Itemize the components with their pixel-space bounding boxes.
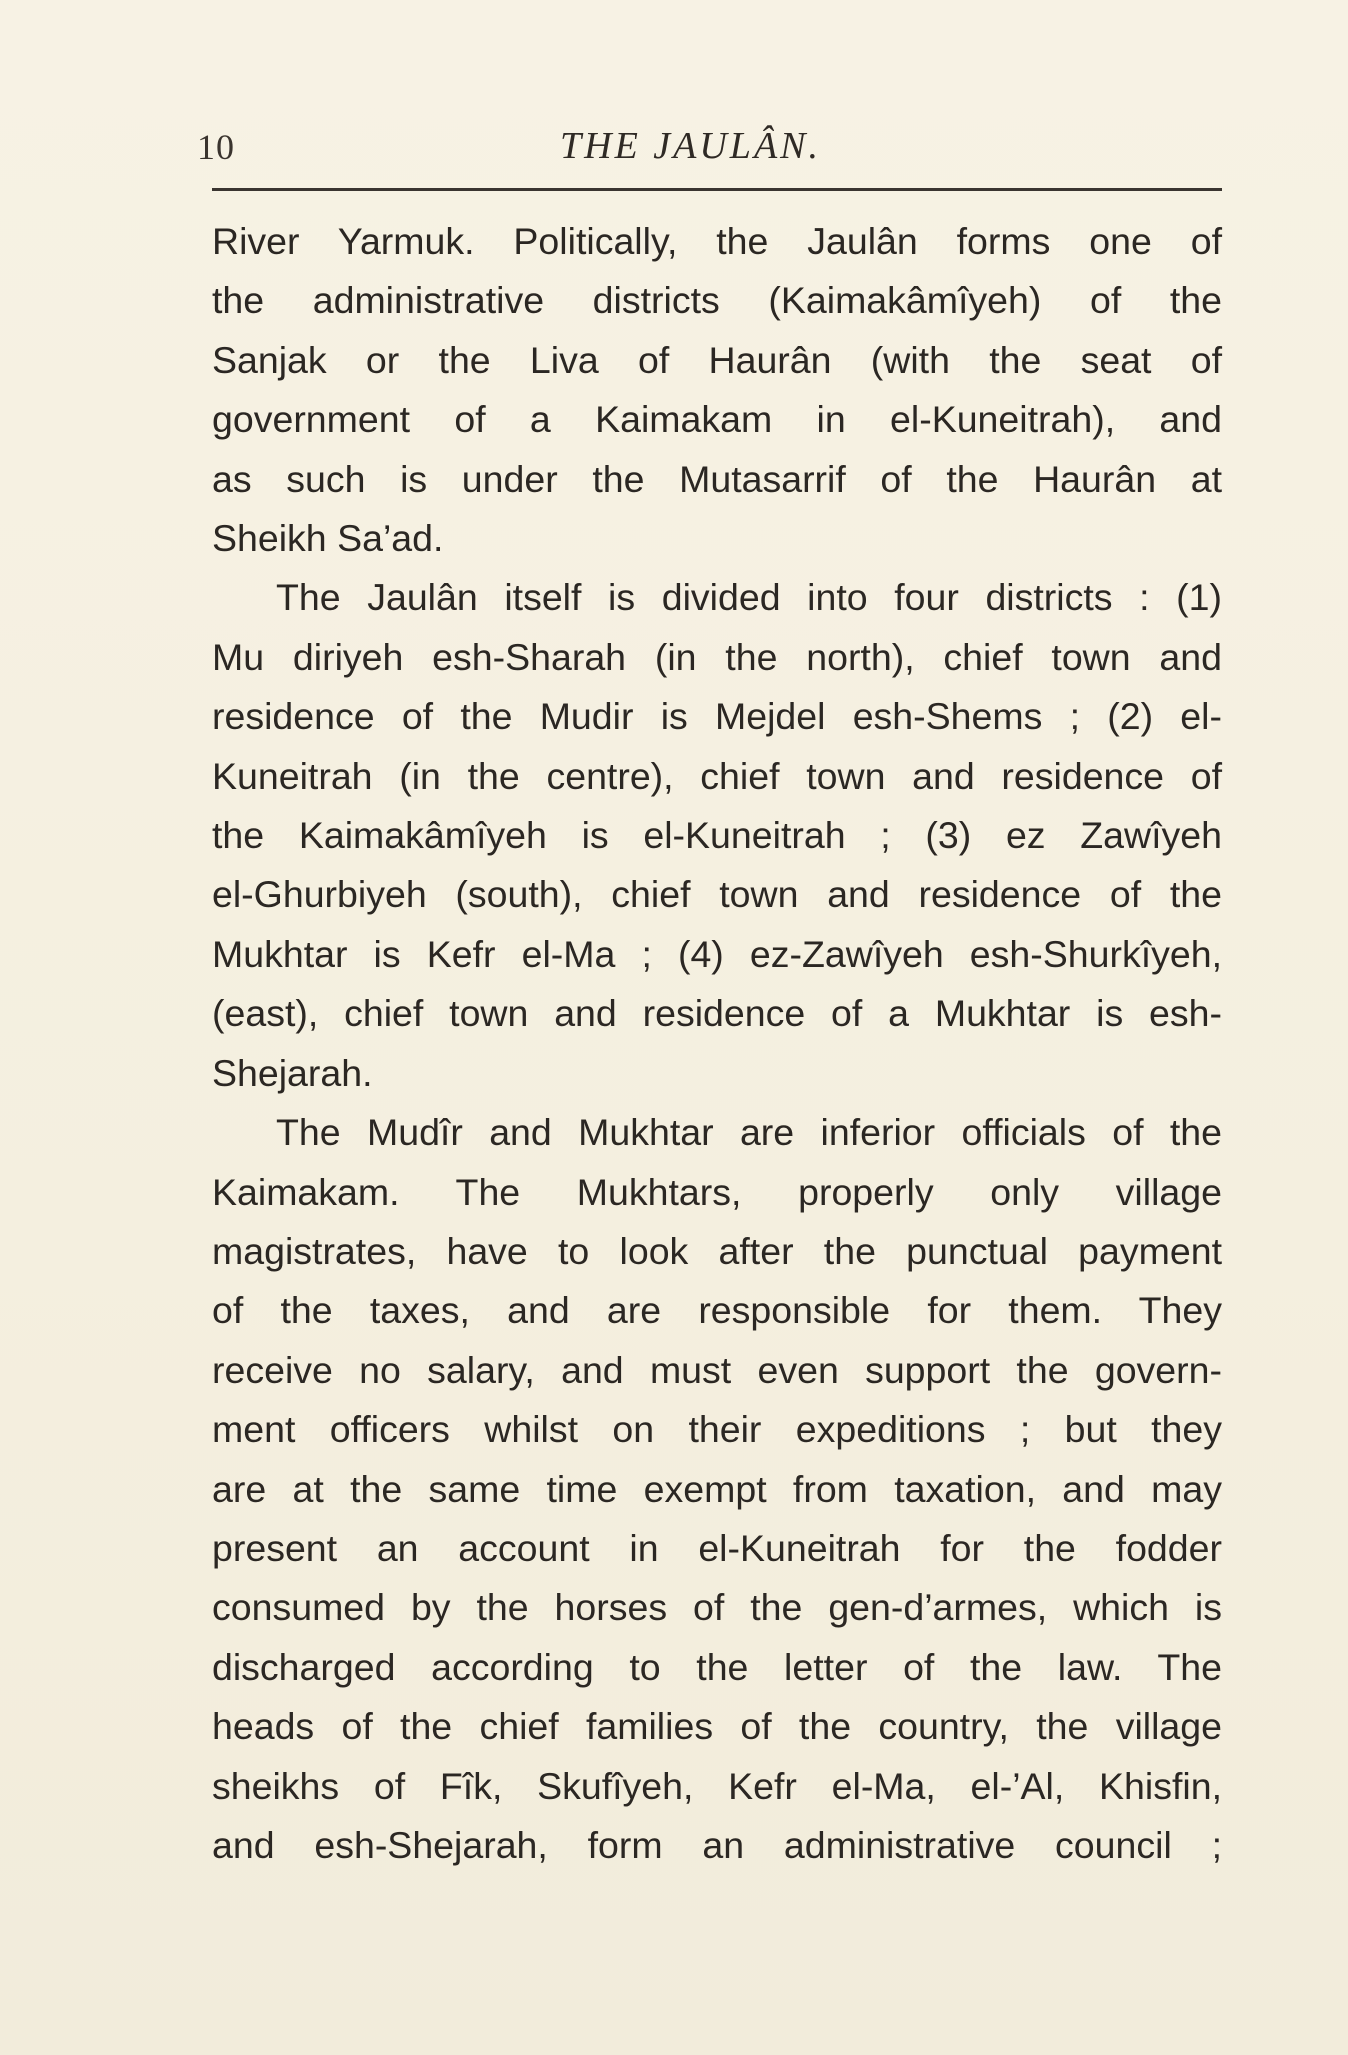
text-line: Kaimakam. The Mukhtars, properly only village [212,1170,1222,1213]
text-line: Mukhtar is Kefr el-Ma ; (4) ez-Zawîyeh esh-Shurkîyeh, [212,932,1222,975]
text-line: receive no salary, and must even support the govern- [212,1348,1222,1391]
header-rule [212,188,1222,191]
text-line: the Kaimakâmîyeh is el-Kuneitrah ; (3) ez Zawîyeh [212,814,1222,857]
text-line: (east), chief town and residence of a Mukhtar is esh- [212,992,1222,1035]
text-line: are at the same time exempt from taxation, and may [212,1467,1222,1510]
text-line: Sheikh Sa’ad. [212,517,444,560]
text-line: River Yarmuk. Politically, the Jaulân forms one of [212,220,1222,262]
text-line: Kuneitrah (in the centre), chief town and residence of [212,754,1222,797]
text-line: present an account in el-Kuneitrah for the fodder [212,1526,1222,1569]
text-line: residence of the Mudir is Mejdel esh-Shems ; (2) el- [212,695,1222,738]
text-line: as such is under the Mutasarrif of the Haurân at [212,457,1222,500]
text-line: sheikhs of Fîk, Skufîyeh, Kefr el-Ma, el-’Al, Khisfin, [212,1764,1222,1807]
text-line: The Jaulân itself is divided into four districts : (1) [276,576,1222,619]
text-line: The Mudîr and Mukhtar are inferior officials of the [276,1111,1222,1154]
text-line: Mu diriyeh esh-Sharah (in the north), chief town and [212,635,1222,678]
text-line: magistrates, have to look after the punctual payment [212,1229,1222,1272]
text-line: Shejarah. [212,1051,373,1094]
text-line: heads of the chief families of the country, the village [212,1705,1222,1748]
text-line: discharged according to the letter of the law. The [212,1645,1222,1688]
text-line: consumed by the horses of the gen-d’armes, which is [212,1586,1222,1629]
body-text [212,212,1222,1875]
text-line: ment officers whilst on their expeditions ; but they [212,1408,1222,1451]
text-line: Sanjak or the Liva of Haurân (with the seat of [212,338,1222,381]
running-head: THE JAULÂN. [560,125,821,167]
text-line: and esh-Shejarah, form an administrative council ; [212,1823,1222,1866]
text-line: el-Ghurbiyeh (south), chief town and residence of the [212,873,1222,916]
text-line: of the taxes, and are responsible for them. They [212,1289,1222,1332]
page-number: 10 [197,127,235,167]
text-line: government of a Kaimakam in el-Kuneitrah), and [212,398,1222,441]
text-line: the administrative districts (Kaimakâmîyeh) of the [212,279,1222,322]
